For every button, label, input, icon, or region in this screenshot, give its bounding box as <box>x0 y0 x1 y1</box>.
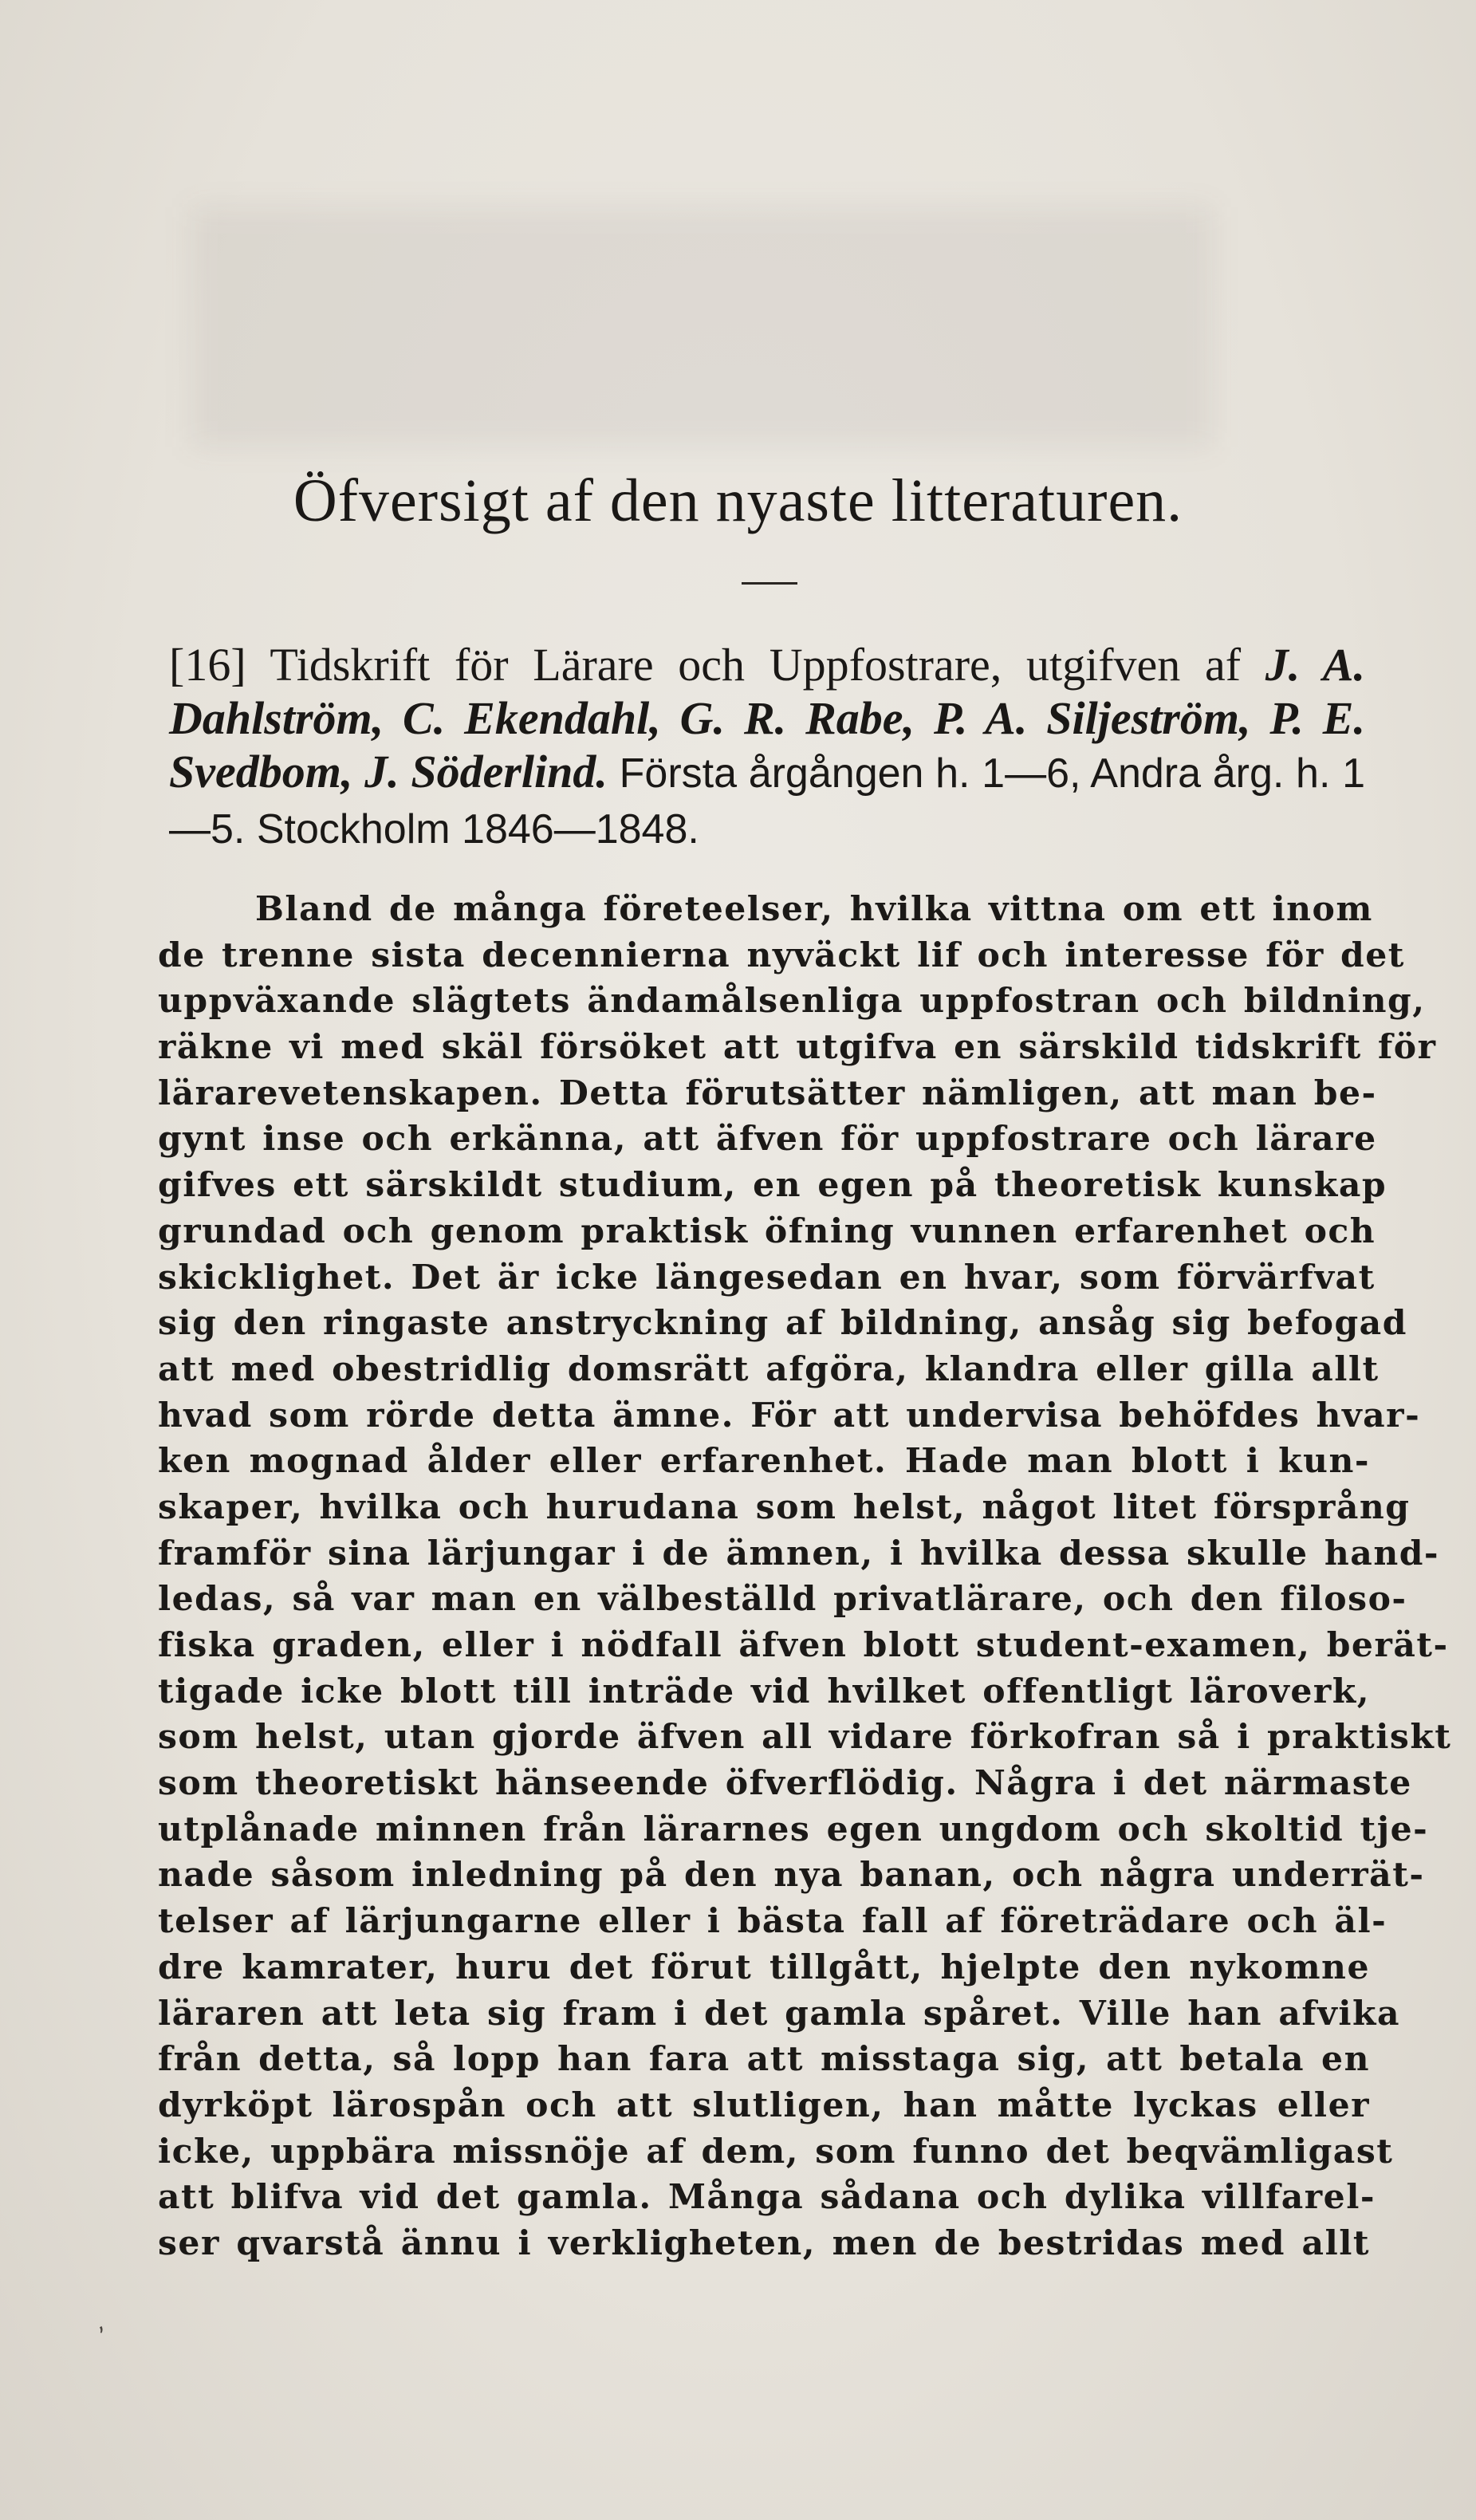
entry-publication: Första årgången h. 1—6, Andra årg. h. 1—5. Stockholm 1846—1848. <box>169 750 1365 852</box>
ink-mark: , <box>87 2308 108 2337</box>
body-line: icke, uppbära missnöje af dem, som funno det beqvämligast <box>158 2131 1394 2172</box>
body-line: dyrköpt lärospån och att slutligen, han måtte lyckas eller <box>158 2085 1370 2125</box>
body-line: skaper, hvilka och hurudana som helst, något litet försprång <box>158 1486 1411 1527</box>
body-line: fiska graden, eller i nödfall äfven blott student-examen, berät- <box>158 1625 1449 1665</box>
body-line: som theoretiskt hänseende öfverflödig. Några i det närmaste <box>158 1763 1412 1804</box>
body-line: hvad som rörde detta ämne. För att undervisa behöfdes hvar- <box>158 1395 1421 1435</box>
body-line: sig den ringaste anstryckning af bildning, ansåg sig befogad <box>158 1303 1407 1344</box>
body-line: uppväxande slägtets ändamålsenliga uppfostran och bildning, <box>158 981 1426 1022</box>
body-line: utplånade minnen från lärarnes egen ungdom och skoltid tje- <box>158 1809 1429 1849</box>
review-body-text <box>158 887 1452 2267</box>
body-line: gifves ett särskildt studium, en egen på theoretisk kunskap <box>158 1165 1387 1206</box>
entry-title: Tidskrift för Lärare och Uppfostrare, utgifven af <box>270 639 1242 691</box>
body-line: att med obestridlig domsrätt afgöra, klandra eller gilla allt <box>158 1349 1380 1389</box>
body-line: att blifva vid det gamla. Många sådana och dylika villfarel- <box>158 2177 1376 2218</box>
entry-number: [16] <box>169 639 246 691</box>
body-line: grundad och genom praktisk öfning vunnen erfarenhet och <box>158 1211 1376 1251</box>
heading-divider <box>742 582 797 585</box>
body-line: skicklighet. Det är icke längesedan en hvar, som förvärfvat <box>158 1257 1376 1297</box>
section-heading: Öfversigt af den nyaste litteraturen. <box>293 467 1183 534</box>
body-line: lärarevetenskapen. Detta förutsätter nämligen, att man be- <box>158 1073 1377 1113</box>
body-line: räkne vi med skäl försöket att utgifva en särskild tidskrift för <box>158 1027 1437 1068</box>
entry-authors: J. A. Dahlström, C. Ekendahl, G. R. Rabe, P. A. Siljeström, P. E. Svedbom, J. Söderlind. <box>169 639 1365 797</box>
body-line: framför sina lärjungar i de ämnen, i hvilka dessa skulle hand- <box>158 1533 1440 1573</box>
bibliographic-entry <box>169 638 1365 856</box>
body-line: läraren att leta sig fram i det gamla spåret. Ville han afvika <box>158 1993 1400 2034</box>
body-line: ken mognad ålder eller erfarenhet. Hade man blott i kun- <box>158 1441 1370 1482</box>
body-line: från detta, så lopp han fara att misstaga sig, att betala en <box>158 2039 1370 2080</box>
body-line: Bland de många företeelser, hvilka vittna om ett inom <box>255 889 1373 929</box>
body-line: ser qvarstå ännu i verkligheten, men de bestridas med allt <box>158 2223 1370 2263</box>
body-line: telser af lärjungarne eller i bästa fall af företrädare och äl- <box>158 1901 1387 1942</box>
body-line: ledas, så var man en välbeställd privatlärare, och den filoso- <box>158 1579 1407 1620</box>
body-line: som helst, utan gjorde äfven all vidare förkofran så i praktiskt <box>158 1717 1452 1758</box>
body-line: tigade icke blott till inträde vid hvilket offentligt läroverk, <box>158 1671 1370 1711</box>
body-line: gynt inse och erkänna, att äfven för uppfostrare och lärare <box>158 1119 1377 1160</box>
body-line: de trenne sista decennierna nyväckt lif och interesse för det <box>158 935 1405 975</box>
bleed-through-shadow <box>191 207 1212 447</box>
body-line: nade såsom inledning på den nya banan, och några underrät- <box>158 1855 1425 1896</box>
body-line: dre kamrater, huru det förut tillgått, hjelpte den nykomne <box>158 1947 1370 1987</box>
